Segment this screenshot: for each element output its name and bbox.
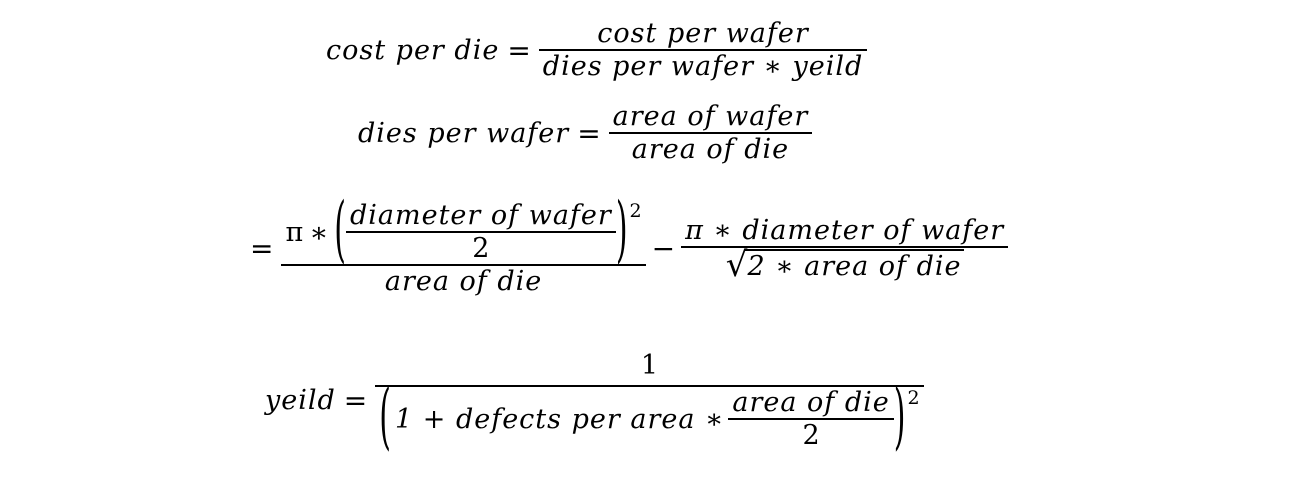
right-paren: ) [615, 188, 628, 273]
equals-sign: = [250, 232, 274, 265]
diameter-of-wafer: diameter of wafer [349, 200, 612, 231]
left-paren: ( [379, 375, 391, 460]
dies-per-wafer-yeild-denominator: dies per wafer ∗ yeild [542, 51, 864, 82]
defects-expression: 1 + defects per area ∗ [394, 403, 725, 435]
equation-yeild [265, 350, 924, 460]
radicand: 2 ∗ area of die [747, 251, 962, 282]
equation-dies-per-wafer-expanded [250, 188, 1008, 297]
exponent-two: 2 [629, 200, 642, 222]
minus-operator: − [651, 232, 676, 265]
yeild-denominator [375, 375, 923, 460]
area-of-die-denominator: area of die [631, 134, 790, 165]
cost-per-wafer-numerator: cost per wafer [597, 18, 809, 49]
radius-fraction [346, 200, 616, 264]
times-operator: ∗ [309, 215, 329, 249]
circle-area-numerator [281, 188, 645, 273]
circle-area-term [281, 188, 645, 297]
yeild-fraction [375, 350, 923, 460]
pi-diameter-numerator: π ∗ diameter of wafer [685, 215, 1005, 246]
area-of-die-numerator: area of die [732, 387, 890, 418]
two-denominator: 2 [472, 233, 490, 264]
dies-per-wafer-lhs: dies per wafer [358, 117, 570, 149]
cost-per-die-fraction [539, 18, 867, 82]
equals-sign: = [507, 33, 531, 67]
cost-per-die-lhs: cost per die [326, 34, 500, 66]
equals-sign: = [343, 384, 368, 417]
two-denominator: 2 [802, 420, 820, 451]
half-die-area-fraction [728, 387, 893, 451]
square-root [725, 245, 964, 285]
yeild-lhs: yeild [265, 385, 336, 416]
area-of-die-denominator: area of die [384, 266, 543, 297]
pi-symbol: π [285, 216, 304, 248]
edge-loss-term [681, 215, 1008, 285]
radical-sign: √ [725, 245, 748, 285]
one-numerator: 1 [640, 350, 659, 381]
right-paren: ) [893, 375, 906, 460]
left-paren: ( [334, 188, 346, 273]
exponent-two: 2 [907, 387, 920, 409]
equation-dies-per-wafer [358, 101, 812, 165]
dies-per-wafer-fraction [609, 101, 813, 165]
equals-sign: = [577, 116, 601, 150]
equation-cost-per-die [326, 18, 867, 82]
sqrt-denominator [722, 245, 968, 285]
area-of-wafer-numerator: area of wafer [612, 101, 809, 132]
